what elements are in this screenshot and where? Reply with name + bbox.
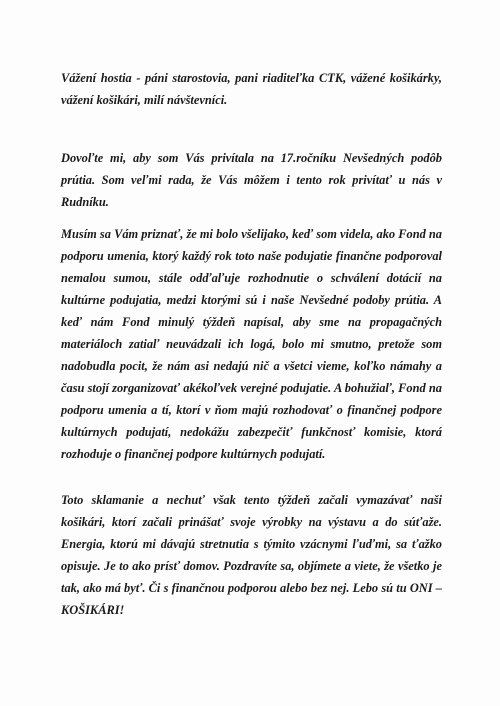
- closing-paragraph: Toto sklamanie a nechuť však tento týždeň začali vymazávať naši košikári, ktorí začali prinášať svoje výrobky na výstavu a do súťaže. Energia, ktorú mi dávajú stretnutia s týmito vzácnymi ľuďmi, sa ťažko opisuje. Je to ako prísť domov. Pozdravíte sa, objímete a viete, že všetko je tak, ako má byť. Či s finančnou podporou alebo bez nej. Lebo sú tu ONI – KOŠIKÁRI!: [61, 493, 442, 618]
- funding-paragraph: Musím sa Vám priznať, že mi bolo všelijako, keď som videla, ako Fond na podporu umenia, ktorý každý rok toto naše podujatie finančne podporoval nemalou sumou, stále odďaľuje rozhodnutie o schválení dotácií na kultúrne podujatia, medzi ktorými sú i naše Nevšedné podoby prútia. A keď nám Fond minulý týždeň napísal, aby sme na propagačných materiáloch zatiaľ neuvádzali ich logá, bolo mi smutno, pretože som nadobudla pocit, že nám asi nedajú nič a všetci vieme, koľko námahy a času stojí zorganizovať akékoľvek verejné podujatie. A bohužiaľ, Fond na podporu umenia a tí, ktorí v ňom majú rozhodovať o finančnej podpore kultúrnych podujatí, nedokážu zabezpečiť funkčnosť komisie, ktorá rozhoduje o finančnej podpore kultúrnych podujatí.: [61, 227, 442, 462]
- welcome-paragraph: Dovoľte mi, aby som Vás privítala na 17.ročníku Nevšedných podôb prútia. Som veľmi rada, že Vás môžem i tento rok privítať u nás v Rudníku.: [61, 151, 442, 210]
- greeting-paragraph: Vážení hostia - páni starostovia, pani riaditeľka CTK, vážené košikárky, vážení košikári, milí návštevníci.: [61, 71, 442, 108]
